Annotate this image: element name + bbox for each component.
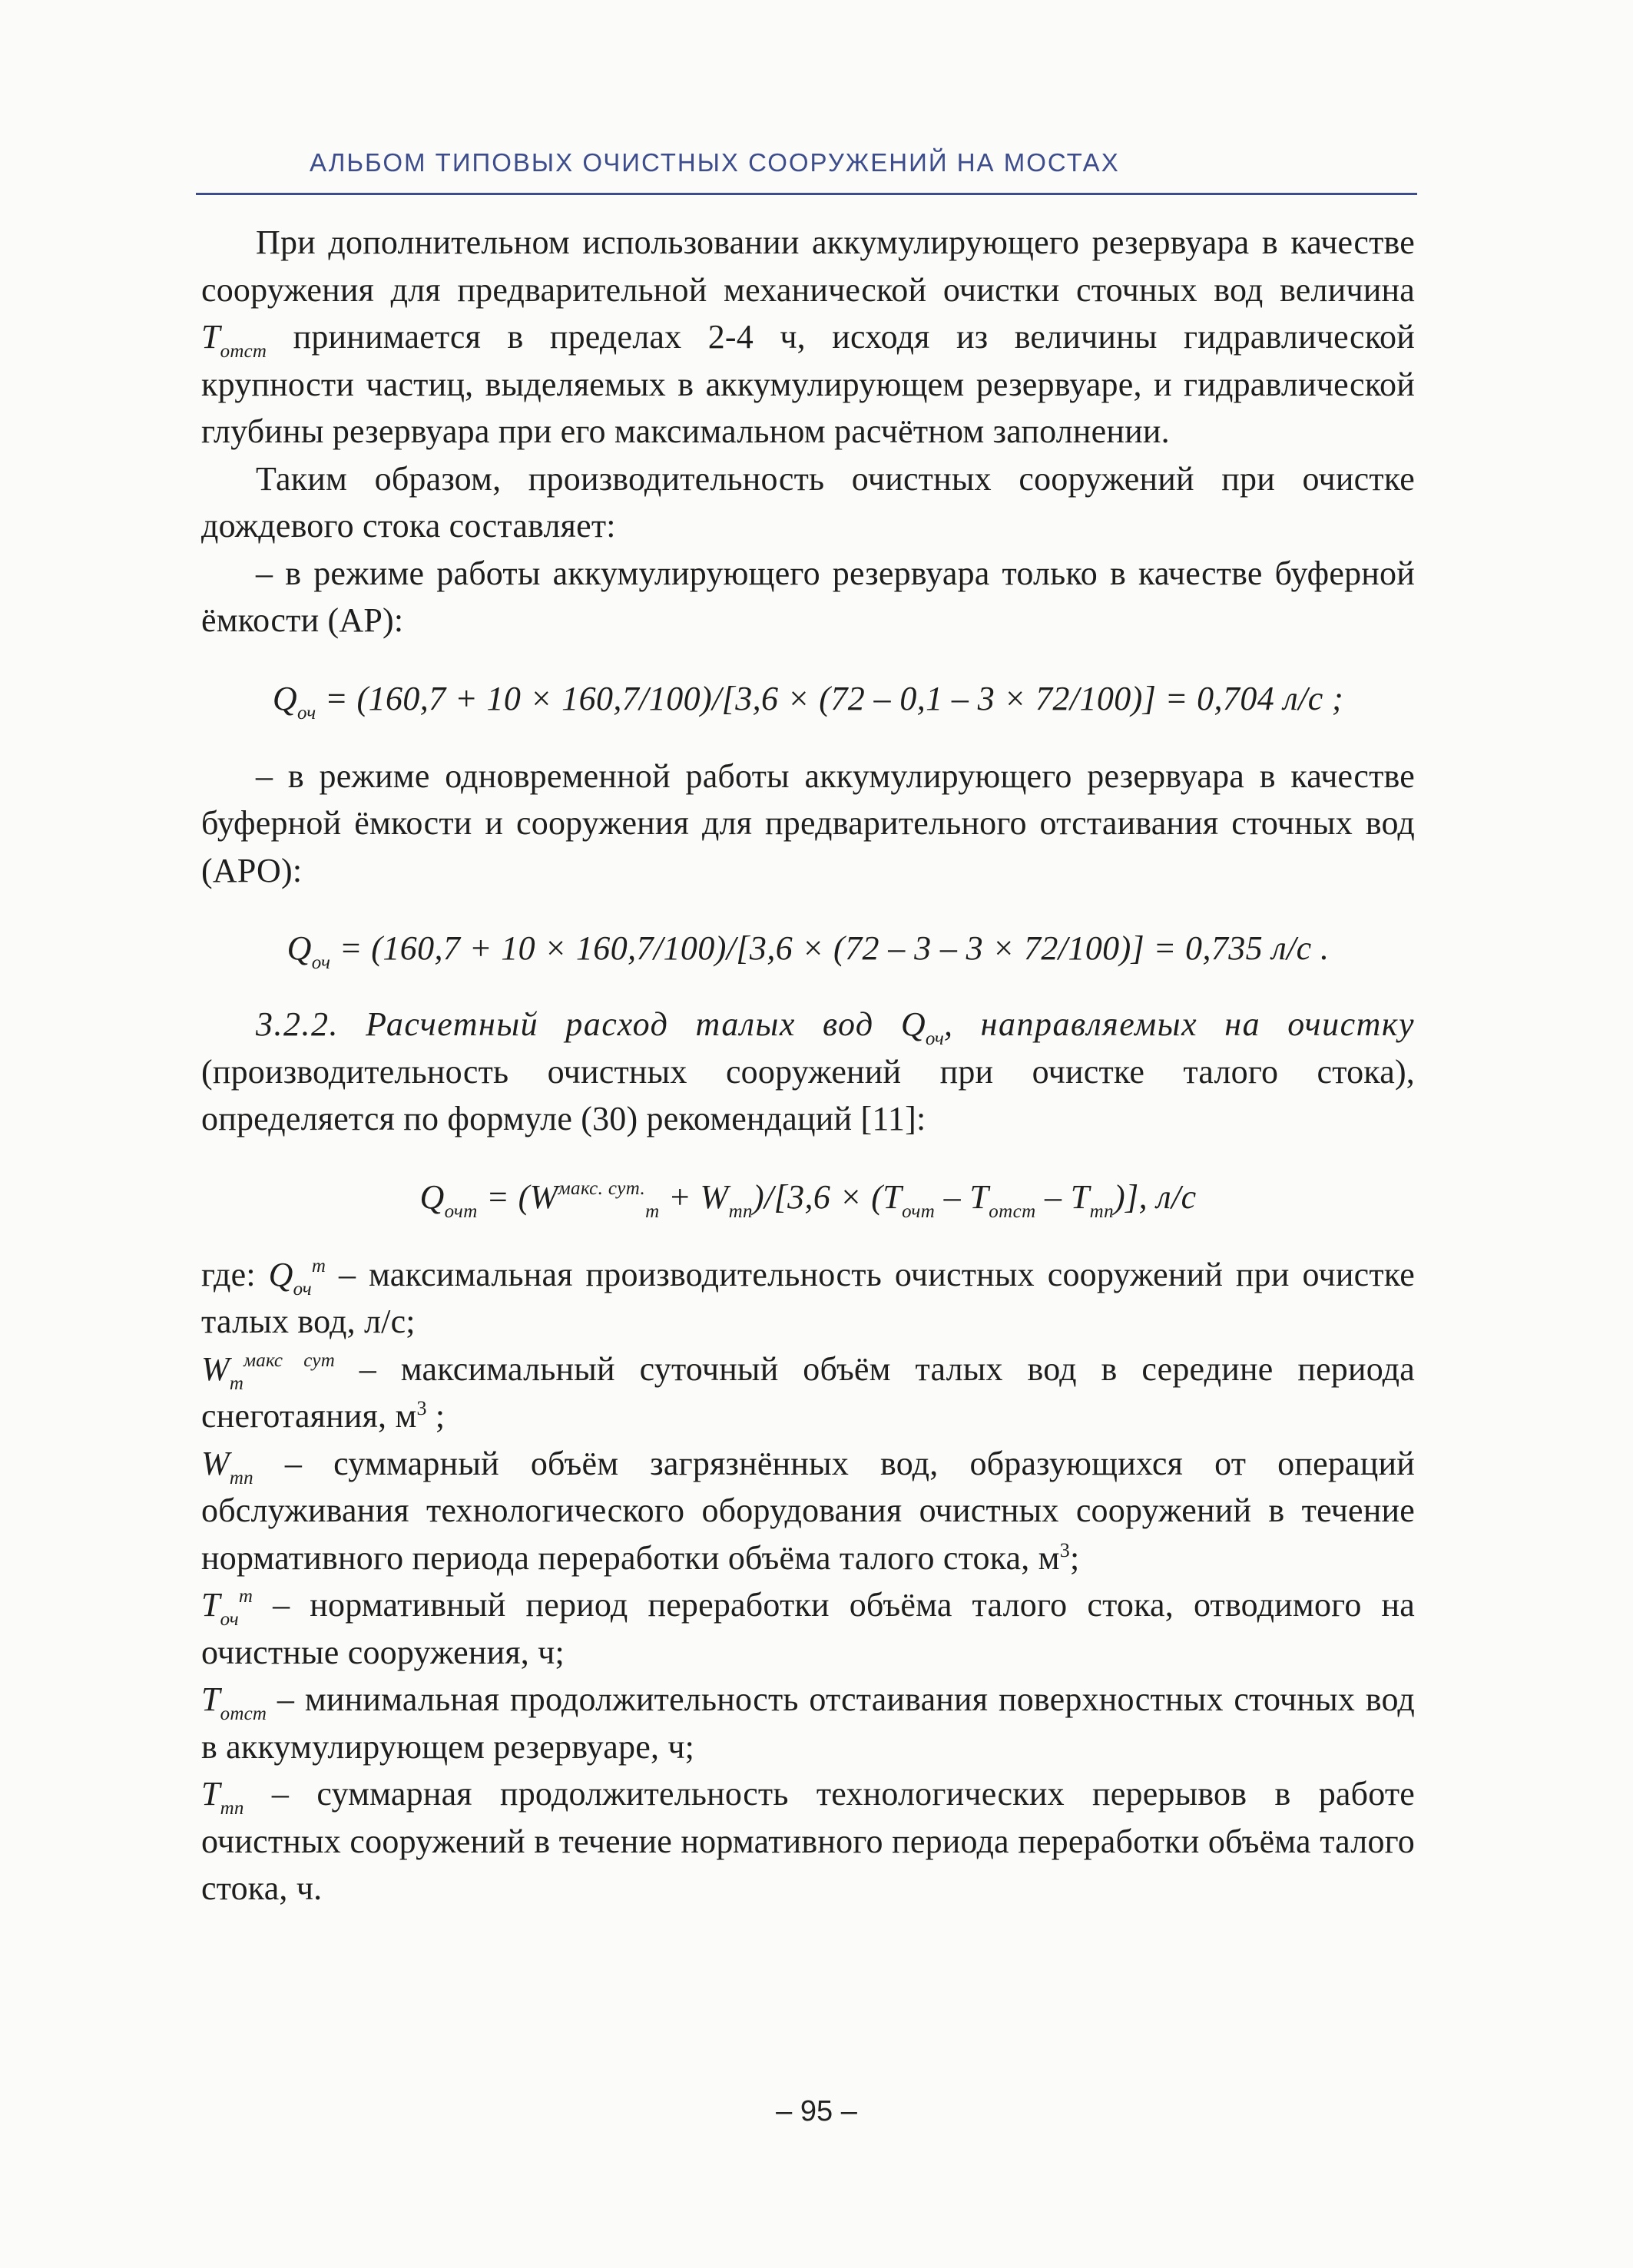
definition-w-max-daily	[201, 1346, 1415, 1440]
formula3-w-subscript: т	[645, 1200, 660, 1222]
def4-symbol: T	[201, 1586, 220, 1624]
running-header	[196, 142, 1417, 195]
definition-t-processing	[201, 1581, 1415, 1676]
def3-text: – суммарный объём загрязнённых вод, образующихся от операций обслуживания технологического оборудования очистных сооружений в течение нормативного периода переработки объёма талого стока, м	[201, 1444, 1415, 1577]
section-body: (производительность очистных сооружений при очистке талого стока), определяется по формуле (30) рекомендаций [11]:	[201, 1052, 1415, 1137]
formula3-end: )], л/с	[1114, 1177, 1197, 1216]
def2-symbol: W	[201, 1349, 230, 1388]
section-3-2-2	[201, 1001, 1415, 1143]
page-body	[201, 219, 1415, 1912]
def4-subscript: оч	[220, 1609, 239, 1630]
formula-q-melt	[201, 1174, 1415, 1220]
header-title: АЛЬБОМ ТИПОВЫХ ОЧИСТНЫХ СООРУЖЕНИЙ НА МОСТАХ	[310, 148, 1120, 177]
def1-prefix: где:	[201, 1255, 269, 1293]
formula3-t2-subscript: отст	[989, 1200, 1036, 1222]
def2-text: – максимальный суточный объём талых вод в середине периода снеготаяния, м	[201, 1349, 1415, 1435]
def1-symbol: Q	[268, 1255, 293, 1293]
section-heading-a: 3.2.2. Расчетный расход талых вод	[256, 1005, 901, 1043]
formula3-minus2: –	[1035, 1177, 1071, 1216]
formula3-q-subscript: очт	[444, 1200, 478, 1222]
section-heading-b: , направляемых на очистку	[944, 1005, 1415, 1043]
formula3-minus1: –	[935, 1177, 970, 1216]
definition-q-melt	[201, 1251, 1415, 1346]
formula2-q-subscript: оч	[311, 952, 331, 973]
formula3-t3: T	[1070, 1177, 1090, 1216]
formula3-w-superscript: макс. сут.	[558, 1177, 646, 1199]
definitions-list	[201, 1251, 1415, 1912]
formula3-plus: +	[659, 1177, 701, 1216]
definition-w-contaminated	[201, 1440, 1415, 1582]
def2-unit-exponent: 3	[416, 1397, 427, 1419]
definition-t-breaks	[201, 1770, 1415, 1912]
section-q: Q	[900, 1005, 926, 1043]
def3-unit-exponent: 3	[1059, 1538, 1070, 1561]
formula2-q: Q	[287, 929, 312, 967]
def2-superscript: макс сут	[243, 1349, 335, 1371]
formula3-w2: W	[700, 1177, 729, 1216]
def2-subscript: т	[229, 1372, 244, 1394]
paragraph-mode-aro: – в режиме одновременной работы аккумулирующего резервуара в качестве буферной ёмкости и сооружения для предварительного отстаивания сточных вод (АРО):	[201, 757, 1415, 889]
page-number: – 95 –	[776, 2095, 857, 2127]
def6-symbol: T	[201, 1775, 220, 1813]
para1-text-a: При дополнительном использовании аккумулирующего резервуара в качестве сооружения для предварительной механической очистки сточных вод величина	[201, 223, 1415, 309]
def4-text: – нормативный период переработки объёма талого стока, отводимого на очистные сооружения, ч;	[201, 1586, 1415, 1671]
def3-tail: ;	[1069, 1538, 1080, 1577]
formula3-q: Q	[419, 1177, 445, 1216]
formula3-w2-subscript: тп	[728, 1200, 753, 1222]
formula3-mid: )/[3,6 × (	[752, 1177, 883, 1216]
formula3-w: W	[529, 1177, 558, 1216]
paragraph-mode-ar: – в режиме работы аккумулирующего резервуара только в качестве буферной ёмкости (АР):	[201, 554, 1415, 639]
formula3-t2: T	[969, 1177, 989, 1216]
def6-subscript: тп	[220, 1798, 244, 1819]
def1-text: – максимальная производительность очистных сооружений при очистке талых вод, л/с;	[201, 1255, 1415, 1340]
def4-superscript: т	[238, 1586, 253, 1607]
def3-symbol: W	[201, 1444, 230, 1482]
formula1-q-subscript: оч	[297, 702, 316, 723]
formula2-body: = (160,7 + 10 × 160,7/100)/[3,6 × (72 – 3 – 3 × 72/100)] = 0,735 л/с .	[330, 929, 1330, 967]
symbol-t-subscript: отст	[220, 341, 267, 362]
definition-t-settling	[201, 1676, 1415, 1770]
def5-text: – минимальная продолжительность отстаивания поверхностных сточных вод в аккумулирующем резервуаре, ч;	[201, 1680, 1415, 1766]
formula3-t1: T	[883, 1177, 903, 1216]
def3-subscript: тп	[229, 1467, 253, 1488]
def1-superscript: т	[311, 1255, 326, 1276]
paragraph-productivity: Таким образом, производительность очистных сооружений при очистке дождевого стока составляет:	[201, 459, 1415, 545]
def6-text: – суммарная продолжительность технологических перерывов в работе очистных сооружений в течение нормативного периода переработки объёма талого стока, ч.	[201, 1775, 1415, 1907]
paragraph-accumulating-tank	[201, 219, 1415, 455]
formula1-q: Q	[272, 679, 298, 717]
formula3-eq: = (	[477, 1177, 530, 1216]
para1-text-b: принимается в пределах 2-4 ч, исходя из величины гидравлической крупности частиц, выделяемых в аккумулирующем резервуаре, и гидравлической глубины резервуара при его максимальном расчётном заполнении.	[201, 318, 1415, 450]
def1-subscript: оч	[293, 1278, 312, 1300]
symbol-t: T	[201, 318, 220, 356]
formula-q-aro	[201, 925, 1415, 972]
formula-q-ar	[201, 675, 1415, 722]
def5-subscript: отст	[220, 1703, 267, 1724]
formula3-t3-subscript: тп	[1089, 1200, 1115, 1222]
def5-symbol: T	[201, 1680, 220, 1718]
formula3-t1-subscript: очт	[902, 1200, 936, 1222]
section-q-subscript: оч	[925, 1028, 945, 1049]
def2-tail: ;	[426, 1397, 446, 1435]
formula1-body: = (160,7 + 10 × 160,7/100)/[3,6 × (72 – 0,1 – 3 × 72/100)] = 0,704 л/с ;	[316, 679, 1344, 717]
